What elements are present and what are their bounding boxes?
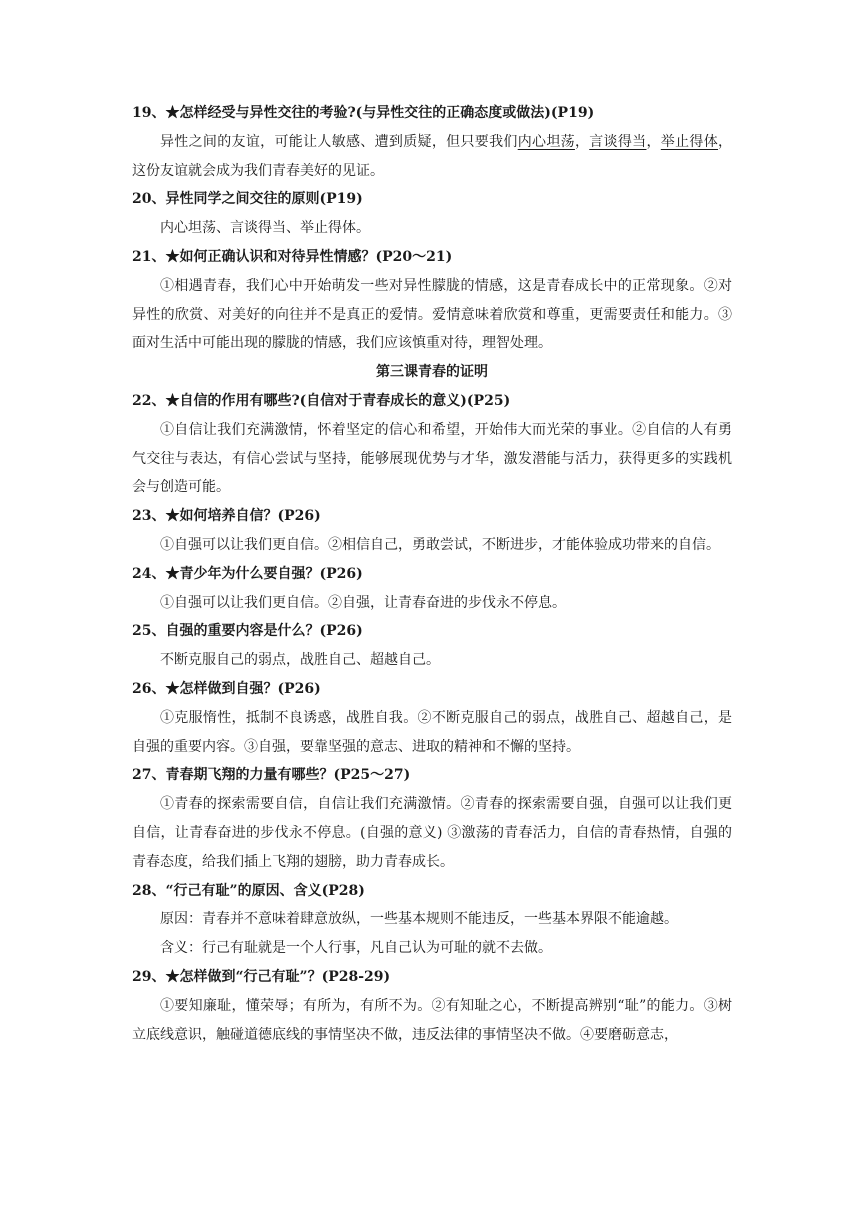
document-page [132,99,732,1049]
answer-19-text-after: ，这份友谊就会成为我们青春美好的见证。 [132,133,733,179]
question-29-answer: ①要知廉耻，懂荣辱；有所为，有所不为。②有知耻之心，不断提高辨别“耻”的能力。③树立底线意识，触碰道德底线的事情坚决不做，违反法律的事情坚决不做。④要磨砺意志， [132,997,732,1043]
question-24-answer: ①自强可以让我们更自信。②自强，让青春奋进的步伐永不停息。 [160,594,566,611]
question-27-answer: ①青春的探索需要自信，自信让我们充满激情。②青春的探索需要自强，自强可以让我们更自信，让青春奋进的步伐永不停息。(自强的意义) ③激荡的青春活力，自信的青春热情，自强的青春态度，给我们插上飞翔的翅膀，助力青春成长。 [132,796,732,870]
question-26-heading: 26、★怎样做到自强？(P26) [132,680,321,697]
underline-speech-proper: 言谈得当 [589,133,647,150]
question-29-heading: 29、★怎样做到“行己有耻”？(P28-29) [132,968,391,985]
question-22-heading: 22、★自信的作用有哪些?(自信对于青春成长的意义)(P25) [132,392,511,409]
answer-19-separator-1: ， [574,133,590,150]
question-25-heading: 25、自强的重要内容是什么？(P26) [132,623,363,640]
question-19-heading: 19、★怎样经受与异性交往的考验?(与异性交往的正确态度或做法)(P19) [132,105,595,121]
underline-heart-open: 内心坦荡 [517,133,575,150]
question-28-meaning: 含义：行己有耻就是一个人行事，凡自己认为可耻的就不去做。 [160,940,552,957]
question-28-reason: 原因：青春并不意味着肆意放纵，一些基本规则不能违反，一些基本界限不能逾越。 [160,911,678,928]
answer-19-separator-2: ， [646,133,661,150]
question-27-heading: 27、青春期飞翔的力量有哪些？(P25～27) [132,767,411,784]
question-25-answer: 不断克服自己的弱点，战胜自己、超越自己。 [160,652,440,669]
question-22-answer: ①自信让我们充满激情，怀着坚定的信心和希望，开始伟大而光荣的事业。②自信的人有勇气交往与表达，有信心尝试与坚持，能够展现优势与才华，激发潜能与活力，获得更多的实践机会与创造可能。 [132,421,732,496]
answer-19-text-before: 异性之间的友谊，可能让人敏感、遭到质疑，但只要我们 [160,133,518,150]
question-19-answer [132,128,732,186]
question-26-answer: ①克服惰性，抵制不良诱惑，战胜自我。②不断克服自己的弱点，战胜自己、超越自己，是自强的重要内容。③自强，要靠坚强的意志、进取的精神和不懈的坚持。 [132,709,732,755]
question-28-heading: 28、“行己有耻”的原因、含义(P28) [132,882,365,899]
question-23-heading: 23、★如何培养自信？(P26) [132,508,321,525]
question-21-answer: ①相遇青春，我们心中开始萌发一些对异性朦胧的情感，这是青春成长中的正常现象。②对异性的欣赏、对美好的向往并不是真正的爱情。爱情意味着欣赏和尊重，更需要责任和能力。③面对生活中可能出现的朦胧的情感，我们应该慎重对待，理智处理。 [132,277,732,352]
question-20-heading: 20、异性同学之间交往的原则(P19) [132,191,363,208]
question-23-answer: ①自强可以让我们更自信。②相信自己，勇敢尝试，不断进步，才能体验成功带来的自信。 [160,536,720,553]
question-24-heading: 24、★青少年为什么要自强？(P26) [132,565,363,582]
section-heading: 第三课青春的证明 [376,364,488,381]
underline-behavior-proper: 举止得体 [660,133,719,150]
question-21-heading: 21、★如何正确认识和对待异性情感？(P20～21) [132,248,453,265]
question-20-answer: 内心坦荡、言谈得当、举止得体。 [160,220,370,237]
